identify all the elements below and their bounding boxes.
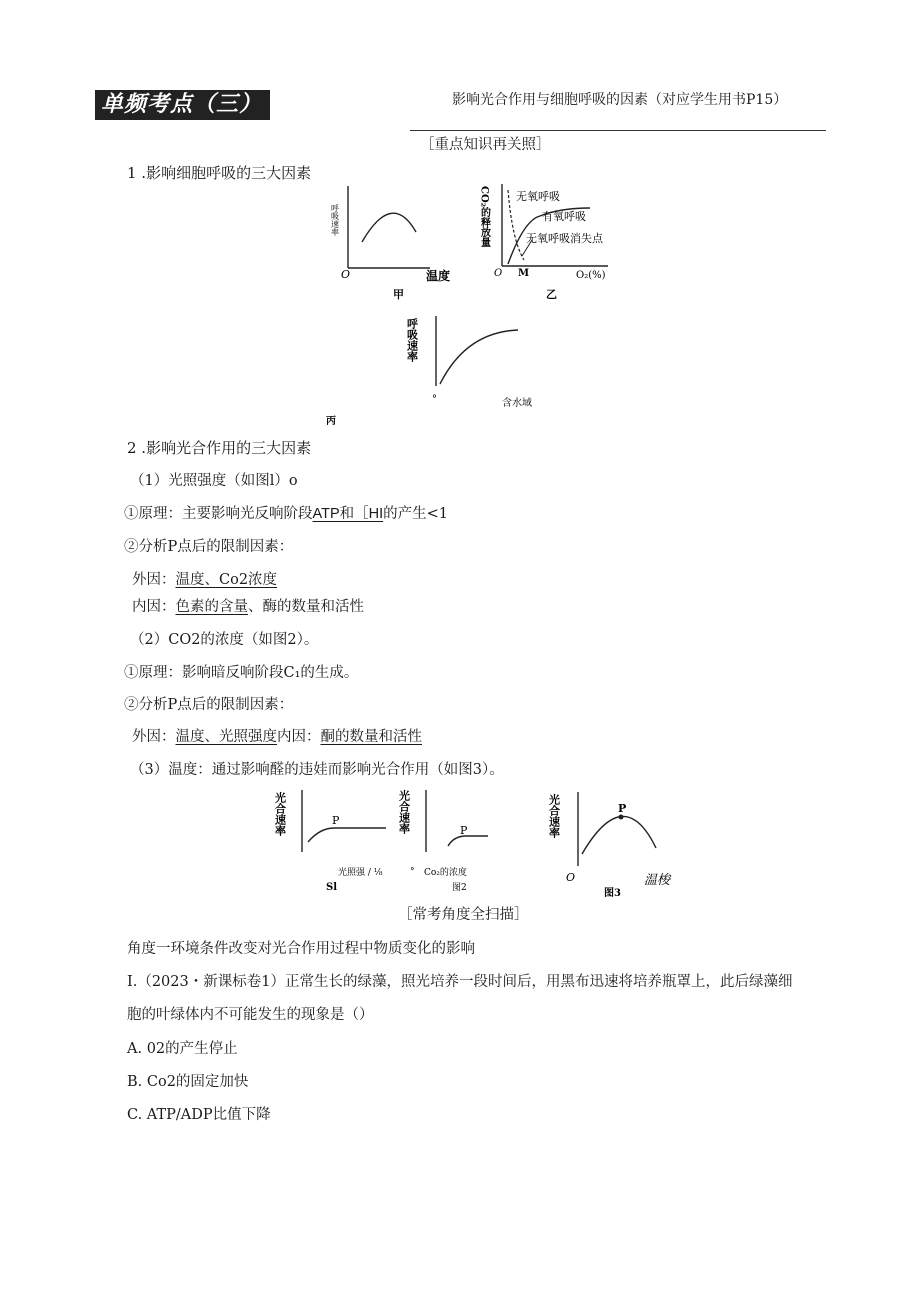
caption-2: 图2 xyxy=(452,883,467,893)
text: 内因： xyxy=(132,599,176,615)
xlabel-jia: 温度 xyxy=(426,269,451,283)
para-principle-1 xyxy=(124,502,448,523)
label-anaerobic: 无氧呼吸 xyxy=(516,190,560,203)
xlabel-1: 光照强 / ⅛ xyxy=(338,868,383,878)
angles-heading: ［常考角度全扫描］ xyxy=(398,907,529,923)
para-co2: （2）CO2的浓度（如图2）。 xyxy=(130,632,319,648)
header-title: 影响光合作用与细胞呼吸的因素（对应学生用书P15） xyxy=(452,92,788,108)
para-temperature: （3）温度：通过影响醛的违娃而影响光合作用（如图3）。 xyxy=(130,762,504,778)
underlined-answer: ATP和［HI xyxy=(312,506,384,522)
point-p-3: P xyxy=(618,802,627,815)
ylabel-bing: 呼吸速率 xyxy=(405,318,419,362)
underlined-answer: 温度、Co2浓度 xyxy=(175,572,278,588)
text: 外因： xyxy=(132,572,176,588)
xlabel-bing: 含水域 xyxy=(502,398,532,409)
header-rule xyxy=(410,130,826,131)
ylabel-3: 光合速率 xyxy=(547,794,561,838)
ylabel-1: 光合速率 xyxy=(273,792,287,836)
curve-jia xyxy=(362,213,416,242)
para-analysis-1: ②分析P点后的限制因素： xyxy=(124,539,294,555)
para-light: （1）光照强度（如图l）o xyxy=(130,473,298,489)
underlined-answer: 色素的含量 xyxy=(175,599,248,615)
option-a: A. 02的产生停止 xyxy=(127,1041,238,1057)
underlined-answer: 温度、光照强度 xyxy=(175,729,277,745)
underlined-answer: 酮的数量和活性 xyxy=(320,729,422,745)
figure-2 xyxy=(397,784,524,894)
origin-3: O xyxy=(566,871,576,884)
para-analysis-2: ②分析P点后的限制因素： xyxy=(124,697,294,713)
ylabel-jia: 呼吸速率 xyxy=(330,204,340,236)
curve-1 xyxy=(308,828,386,842)
label-vanish: 无氧呼吸消失点 xyxy=(526,232,603,245)
curve-3 xyxy=(582,816,656,854)
text: 外因： xyxy=(132,729,176,745)
option-c: C. ATP/ADP比值下降 xyxy=(127,1107,271,1123)
origin-bing: ° xyxy=(432,394,437,405)
curve-2 xyxy=(448,836,488,846)
option-b: B. Co2的固定加快 xyxy=(127,1074,249,1090)
text: 、酶的数量和活性 xyxy=(248,599,364,615)
para-internal-1 xyxy=(132,595,364,616)
section-badge: 单频考点（三） xyxy=(95,90,270,120)
para-principle-2: ①原理：影响暗反响阶段C₁的生成。 xyxy=(124,665,359,681)
figure-bing xyxy=(318,312,548,428)
xlabel-2: Co₂的浓度 xyxy=(424,868,467,878)
caption-jia: 甲 xyxy=(393,288,404,301)
item1-title: 1 .影响细胞呼吸的三大因素 xyxy=(127,164,312,182)
figure-3 xyxy=(548,788,688,900)
figure-yi xyxy=(480,180,620,304)
xlabel-3: 温梭 xyxy=(644,873,671,888)
ylabel-yi: CO₂的释放量 xyxy=(478,186,490,248)
item2-title: 2 .影响光合作用的三大因素 xyxy=(127,439,312,457)
origin-jia: O xyxy=(341,268,351,281)
curve-bing xyxy=(440,330,518,384)
question-line-2: 胞的叶绿体内不可能发生的现象是（） xyxy=(127,1007,374,1023)
text: 的产生<1 xyxy=(383,506,448,522)
ylabel-2: 光合速率 xyxy=(397,790,411,834)
label-aerobic: 有氧呼吸 xyxy=(542,210,586,223)
origin-yi: O xyxy=(494,268,503,279)
caption-1: Sl xyxy=(326,882,338,893)
text: ①原理：主要影响光反响阶段 xyxy=(124,506,313,522)
point-p-1: P xyxy=(332,814,340,827)
xlabel-yi: O₂(%) xyxy=(576,270,606,281)
caption-3: 图3 xyxy=(604,888,621,899)
figure-1 xyxy=(273,784,410,894)
question-line-1: I.（2023・新课标卷1）正常生长的绿藻，照光培养一段时间后，用黑布迅速将培养瓶罩上，此后绿藻细 xyxy=(127,974,793,990)
para-factors-2 xyxy=(132,725,422,746)
point-dot-3 xyxy=(619,815,624,820)
origin-2: ° xyxy=(410,867,415,877)
point-m: M xyxy=(518,268,530,279)
figure-jia xyxy=(330,182,468,302)
point-p-2: P xyxy=(460,824,468,837)
caption-bing: 丙 xyxy=(326,416,336,427)
text: 内因： xyxy=(277,729,321,745)
para-external-1 xyxy=(132,568,277,589)
caption-yi: 乙 xyxy=(546,288,557,301)
angle-title: 角度一环境条件改变对光合作用过程中物质变化的影响 xyxy=(127,941,475,957)
knowledge-heading: ［重点知识再关照］ xyxy=(420,137,551,153)
